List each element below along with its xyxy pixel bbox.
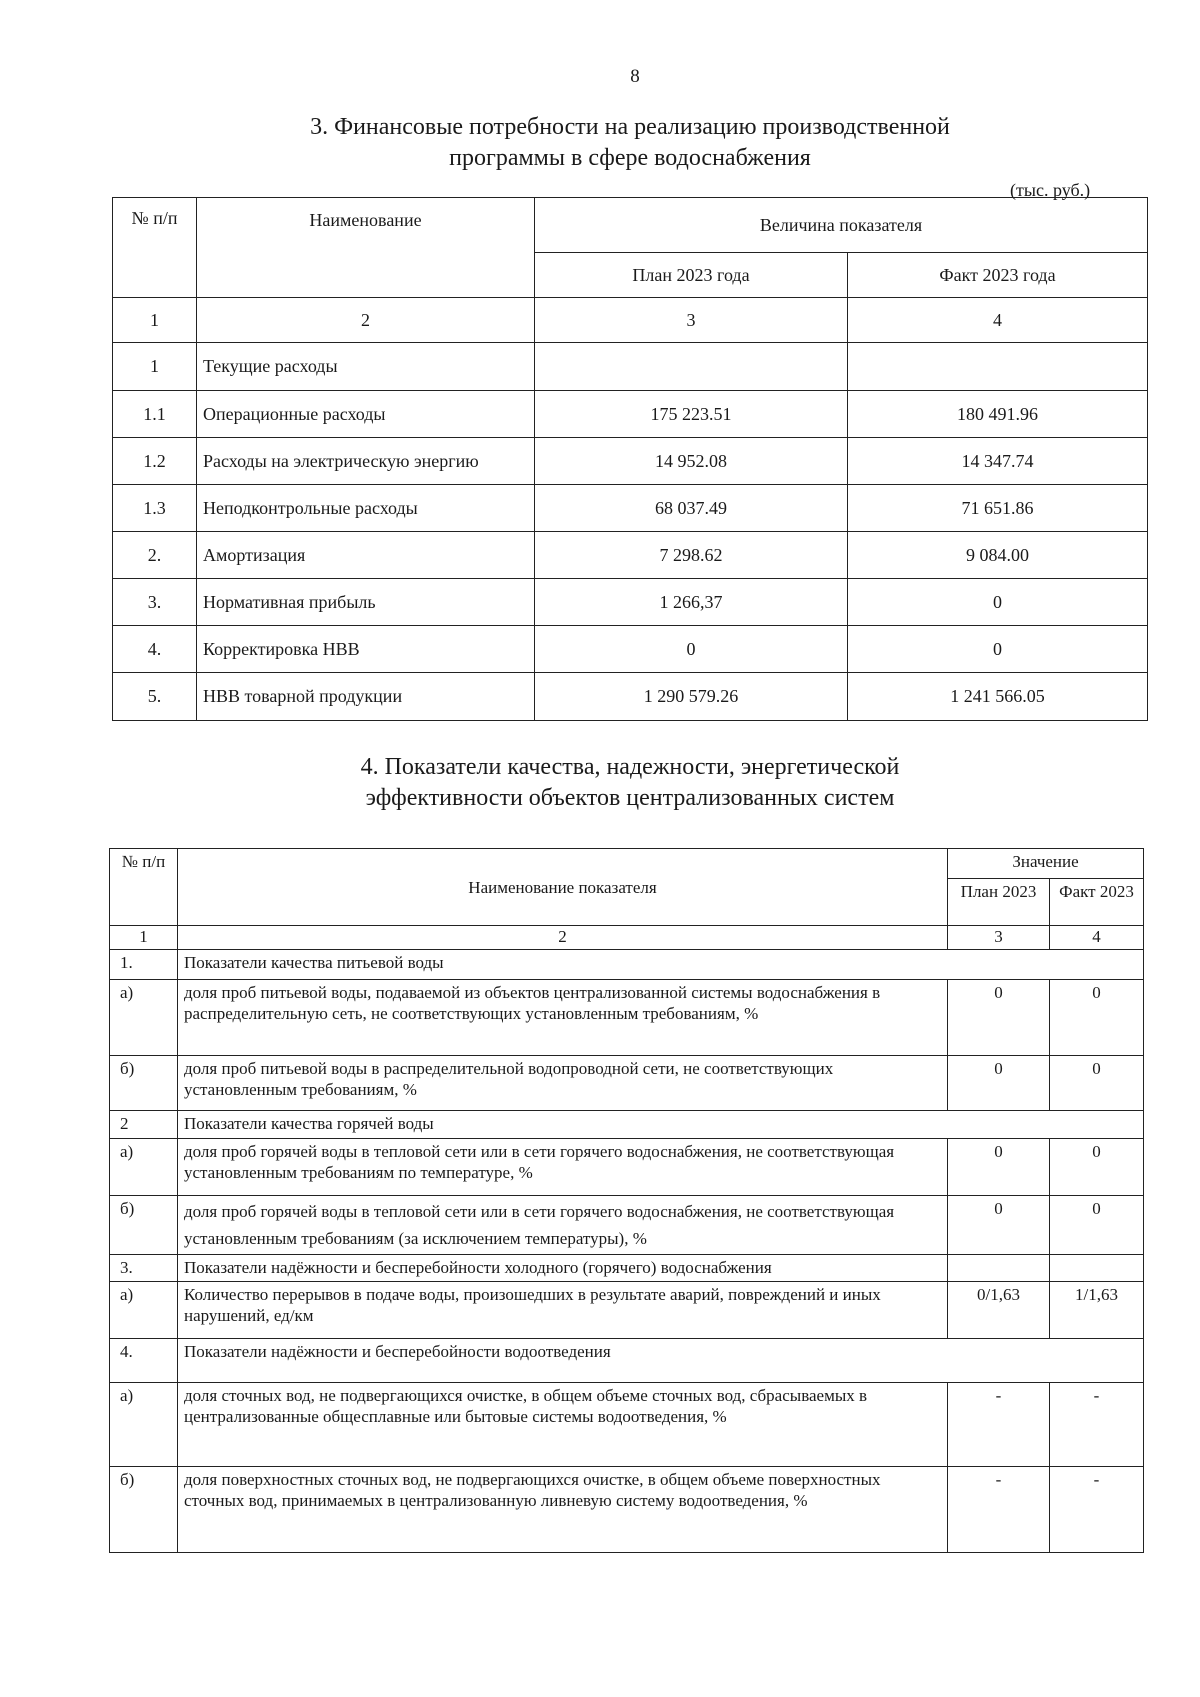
table-section-row — [110, 950, 1144, 980]
table-section-row — [110, 1255, 1144, 1282]
table-header-row — [110, 849, 1144, 879]
table-row — [110, 1139, 1144, 1196]
table-row — [113, 485, 1148, 532]
row-name: Показатели надёжности и бесперебойности холодного (горячего) водоснабжения — [178, 1255, 948, 1282]
section3-title: 3. Финансовые потребности на реализацию производственной программы в сфере водоснабжения — [310, 114, 950, 171]
row-fact: 0 — [1050, 1139, 1144, 1196]
table-row — [113, 343, 1148, 391]
row-name: Неподконтрольные расходы — [197, 485, 535, 532]
row-num: а) — [110, 1139, 178, 1196]
header-value-group: Значение — [948, 849, 1144, 879]
index-cell: 1 — [113, 298, 197, 343]
row-name: Количество перерывов в подаче воды, произошедших в результате аварий, повреждений и иных нарушений, ед/км — [178, 1282, 948, 1339]
row-num: 4. — [113, 626, 197, 673]
index-cell: 2 — [197, 298, 535, 343]
row-name: доля проб горячей воды в тепловой сети или в сети горячего водоснабжения, не соответствующая установленным требованиям (за исключением температуры), % — [178, 1196, 948, 1255]
row-name: Показатели качества питьевой воды — [178, 950, 1144, 980]
row-num: 2 — [110, 1111, 178, 1139]
table-row — [113, 391, 1148, 438]
row-fact: 71 651.86 — [848, 485, 1148, 532]
row-name: Корректировка НВВ — [197, 626, 535, 673]
row-plan: 68 037.49 — [535, 485, 848, 532]
table-section-row — [110, 1339, 1144, 1383]
row-name: Амортизация — [197, 532, 535, 579]
row-fact: 0 — [1050, 980, 1144, 1056]
row-fact: 1/1,63 — [1050, 1282, 1144, 1339]
row-num: а) — [110, 980, 178, 1056]
table-row — [113, 579, 1148, 626]
row-plan: 1 266,37 — [535, 579, 848, 626]
table-row — [110, 1196, 1144, 1255]
index-cell: 3 — [535, 298, 848, 343]
section4-title: 4. Показатели качества, надежности, энергетической эффективности объектов централизованных систем — [360, 754, 900, 811]
table-header-row — [113, 198, 1148, 253]
row-num: 1.1 — [113, 391, 197, 438]
row-plan: 0/1,63 — [948, 1282, 1050, 1339]
row-name: Операционные расходы — [197, 391, 535, 438]
index-cell: 4 — [848, 298, 1148, 343]
row-plan: 0 — [948, 1139, 1050, 1196]
index-cell: 4 — [1050, 926, 1144, 950]
row-name: Показатели надёжности и бесперебойности водоотведения — [178, 1339, 1144, 1383]
row-num: 3. — [110, 1255, 178, 1282]
row-fact: 180 491.96 — [848, 391, 1148, 438]
header-num: № п/п — [113, 198, 197, 298]
table-row — [113, 532, 1148, 579]
table-row — [110, 980, 1144, 1056]
row-fact: 0 — [1050, 1056, 1144, 1111]
financial-needs-table — [112, 197, 1148, 721]
row-name: доля проб питьевой воды, подаваемой из объектов централизованной системы водоснабжения в распределительную сеть, не соответствующих установленным требованиям, % — [178, 980, 948, 1056]
row-num: 1.3 — [113, 485, 197, 532]
row-num: 1. — [110, 950, 178, 980]
row-name: НВВ товарной продукции — [197, 673, 535, 721]
row-num: 3. — [113, 579, 197, 626]
index-cell: 1 — [110, 926, 178, 950]
row-plan: 0 — [948, 980, 1050, 1056]
row-plan: - — [948, 1467, 1050, 1553]
table-row — [113, 673, 1148, 721]
row-fact — [1050, 1255, 1144, 1282]
row-name: Расходы на электрическую энергию — [197, 438, 535, 485]
row-fact: 14 347.74 — [848, 438, 1148, 485]
row-plan — [535, 343, 848, 391]
index-cell: 2 — [178, 926, 948, 950]
row-name: Нормативная прибыль — [197, 579, 535, 626]
row-name: доля проб горячей воды в тепловой сети или в сети горячего водоснабжения, не соответствующая установленным требованиям по температуре, % — [178, 1139, 948, 1196]
row-name: Показатели качества горячей воды — [178, 1111, 1144, 1139]
row-fact: - — [1050, 1467, 1144, 1553]
row-fact — [848, 343, 1148, 391]
row-name: доля проб питьевой воды в распределительной водопроводной сети, не соответствующих установленным требованиям, % — [178, 1056, 948, 1111]
row-plan: 0 — [948, 1196, 1050, 1255]
table-row — [110, 1467, 1144, 1553]
quality-indicators-table — [109, 848, 1144, 1553]
row-num: 2. — [113, 532, 197, 579]
row-plan: 175 223.51 — [535, 391, 848, 438]
row-num: 1 — [113, 343, 197, 391]
row-num: а) — [110, 1383, 178, 1467]
row-num: а) — [110, 1282, 178, 1339]
table-row — [113, 626, 1148, 673]
row-num: 1.2 — [113, 438, 197, 485]
row-num: б) — [110, 1196, 178, 1255]
header-value-group: Величина показателя — [535, 198, 1148, 253]
row-fact: 9 084.00 — [848, 532, 1148, 579]
table-index-row — [113, 298, 1148, 343]
row-num: 4. — [110, 1339, 178, 1383]
header-fact: Факт 2023 года — [848, 253, 1148, 298]
row-plan: 0 — [535, 626, 848, 673]
index-cell: 3 — [948, 926, 1050, 950]
row-plan: 1 290 579.26 — [535, 673, 848, 721]
row-name: Текущие расходы — [197, 343, 535, 391]
table-row — [110, 1056, 1144, 1111]
row-plan: - — [948, 1383, 1050, 1467]
row-plan — [948, 1255, 1050, 1282]
header-name: Наименование показателя — [178, 849, 948, 926]
table-row — [110, 1282, 1144, 1339]
table-row — [110, 1383, 1144, 1467]
header-plan: План 2023 — [948, 879, 1050, 926]
row-name: доля сточных вод, не подвергающихся очистке, в общем объеме сточных вод, сбрасываемых в централизованные общесплавные или бытовые системы водоотведения, % — [178, 1383, 948, 1467]
row-fact: 0 — [848, 626, 1148, 673]
section3-unit: (тыс. руб.) — [1010, 180, 1091, 200]
header-name: Наименование — [197, 198, 535, 298]
row-num: б) — [110, 1467, 178, 1553]
header-fact: Факт 2023 — [1050, 879, 1144, 926]
row-fact: - — [1050, 1383, 1144, 1467]
row-name: доля поверхностных сточных вод, не подвергающихся очистке, в общем объеме поверхностных сточных вод, принимаемых в централизованную ливневую систему водоотведения, % — [178, 1467, 948, 1553]
row-plan: 7 298.62 — [535, 532, 848, 579]
row-plan: 0 — [948, 1056, 1050, 1111]
table-index-row — [110, 926, 1144, 950]
table-row — [113, 438, 1148, 485]
table-section-row — [110, 1111, 1144, 1139]
row-num: 5. — [113, 673, 197, 721]
row-fact: 0 — [848, 579, 1148, 626]
row-fact: 1 241 566.05 — [848, 673, 1148, 721]
page-number: 8 — [630, 66, 640, 87]
header-plan: План 2023 года — [535, 253, 848, 298]
row-num: б) — [110, 1056, 178, 1111]
header-num: № п/п — [110, 849, 178, 926]
row-fact: 0 — [1050, 1196, 1144, 1255]
row-plan: 14 952.08 — [535, 438, 848, 485]
